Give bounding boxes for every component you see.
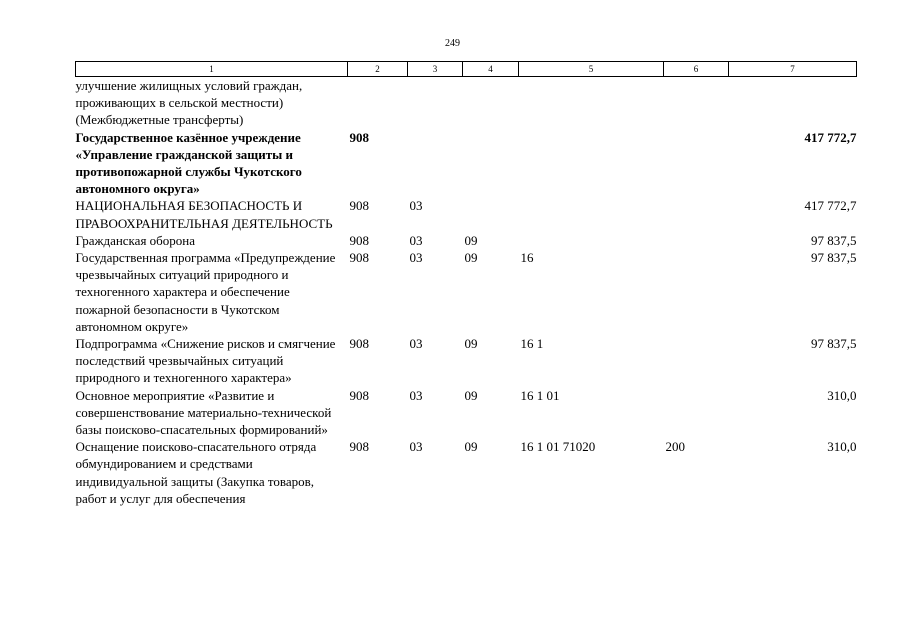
table-row — [76, 232, 857, 249]
row-ministry: 908 — [349, 250, 369, 266]
header-row — [76, 62, 857, 77]
row-target — [519, 77, 664, 129]
table-row — [76, 197, 857, 231]
row-section: 03 — [409, 336, 423, 352]
row-target: 16 — [520, 250, 534, 266]
row-subsection: 09 — [464, 439, 478, 455]
header-cell-4: 4 — [463, 62, 519, 77]
row-name: Подпрограмма «Снижение рисков и смягчение последствий чрезвычайных ситуаций природного и техногенного характера» — [75, 336, 336, 386]
table-header — [76, 62, 857, 77]
row-section: 03 — [409, 250, 423, 266]
row-expense-type — [664, 335, 729, 387]
row-amount: 417 772,7 — [804, 129, 857, 145]
row-ministry: 908 — [349, 439, 369, 455]
row-expense-type — [664, 129, 729, 198]
header-cell-7: 7 — [729, 62, 857, 77]
table-body — [76, 77, 857, 508]
row-section: 03 — [409, 232, 423, 248]
row-subsection: 09 — [464, 232, 478, 248]
row-expense-type — [664, 77, 729, 129]
row-target: 16 1 — [520, 336, 544, 352]
row-expense-type — [664, 232, 729, 249]
table-row — [76, 77, 857, 129]
header-cell-1: 1 — [76, 62, 348, 77]
row-name: Основное мероприятие «Развитие и совершенствование материально-технической базы поисково-спасательных формирований» — [75, 387, 332, 438]
row-ministry: 908 — [349, 198, 369, 214]
row-ministry: 908 — [349, 336, 369, 352]
row-expense-type — [664, 387, 729, 439]
row-amount: 417 772,7 — [804, 198, 857, 214]
row-amount: 97 837,5 — [811, 336, 857, 352]
row-amount: 310,0 — [827, 387, 857, 403]
row-expense-type — [664, 249, 729, 335]
row-amount: 97 837,5 — [811, 250, 857, 266]
row-amount — [729, 77, 857, 129]
budget-table — [75, 61, 857, 507]
row-expense-type — [664, 197, 729, 231]
table-row — [76, 129, 857, 198]
row-ministry: 908 — [349, 129, 369, 145]
row-amount: 97 837,5 — [811, 232, 857, 248]
row-subsection — [463, 197, 519, 231]
row-amount: 310,0 — [827, 439, 857, 455]
row-section: 03 — [409, 439, 423, 455]
row-ministry: 908 — [349, 232, 369, 248]
header-cell-2: 2 — [348, 62, 408, 77]
row-section: 03 — [409, 198, 423, 214]
table-row — [76, 249, 857, 335]
row-name: НАЦИОНАЛЬНАЯ БЕЗОПАСНОСТЬ И ПРАВООХРАНИТЕЛЬНАЯ ДЕЯТЕЛЬНОСТЬ — [75, 198, 333, 231]
row-name: улучшение жилищных условий граждан, проживающих в сельской местности) (Межбюджетные трансферты) — [75, 78, 303, 128]
page-number: 249 — [445, 38, 460, 49]
row-subsection: 09 — [464, 250, 478, 266]
header-cell-3: 3 — [408, 62, 463, 77]
row-ministry — [348, 77, 408, 129]
row-name: Гражданская оборона — [75, 232, 196, 248]
row-subsection: 09 — [464, 336, 478, 352]
row-subsection: 09 — [464, 387, 478, 403]
table-row — [76, 438, 857, 507]
header-cell-6: 6 — [664, 62, 729, 77]
row-target: 16 1 01 71020 — [520, 439, 596, 455]
row-ministry: 908 — [349, 387, 369, 403]
row-name: Государственное казённое учреждение «Управление гражданской защиты и противопожарной службы Чукотского автономного округа» — [75, 129, 302, 197]
row-name: Государственная программа «Предупреждение чрезвычайных ситуаций природного и техногенного характера и обеспечение пожарной безопасности в Чукотском автономном округе» — [75, 250, 336, 334]
table-row — [76, 387, 857, 439]
row-target — [519, 129, 664, 198]
row-expense-type: 200 — [665, 439, 685, 455]
row-section — [408, 129, 463, 198]
row-name: Оснащение поисково-спасательного отряда обмундированием и средствами индивидуальной защиты (Закупка товаров, работ и услуг для обеспечения — [75, 439, 317, 506]
row-target: 16 1 01 — [520, 387, 560, 403]
row-section: 03 — [409, 387, 423, 403]
header-cell-5: 5 — [519, 62, 664, 77]
row-target — [519, 232, 664, 249]
row-section — [408, 77, 463, 129]
row-target — [519, 197, 664, 231]
row-subsection — [463, 77, 519, 129]
table-row — [76, 335, 857, 387]
row-subsection — [463, 129, 519, 198]
